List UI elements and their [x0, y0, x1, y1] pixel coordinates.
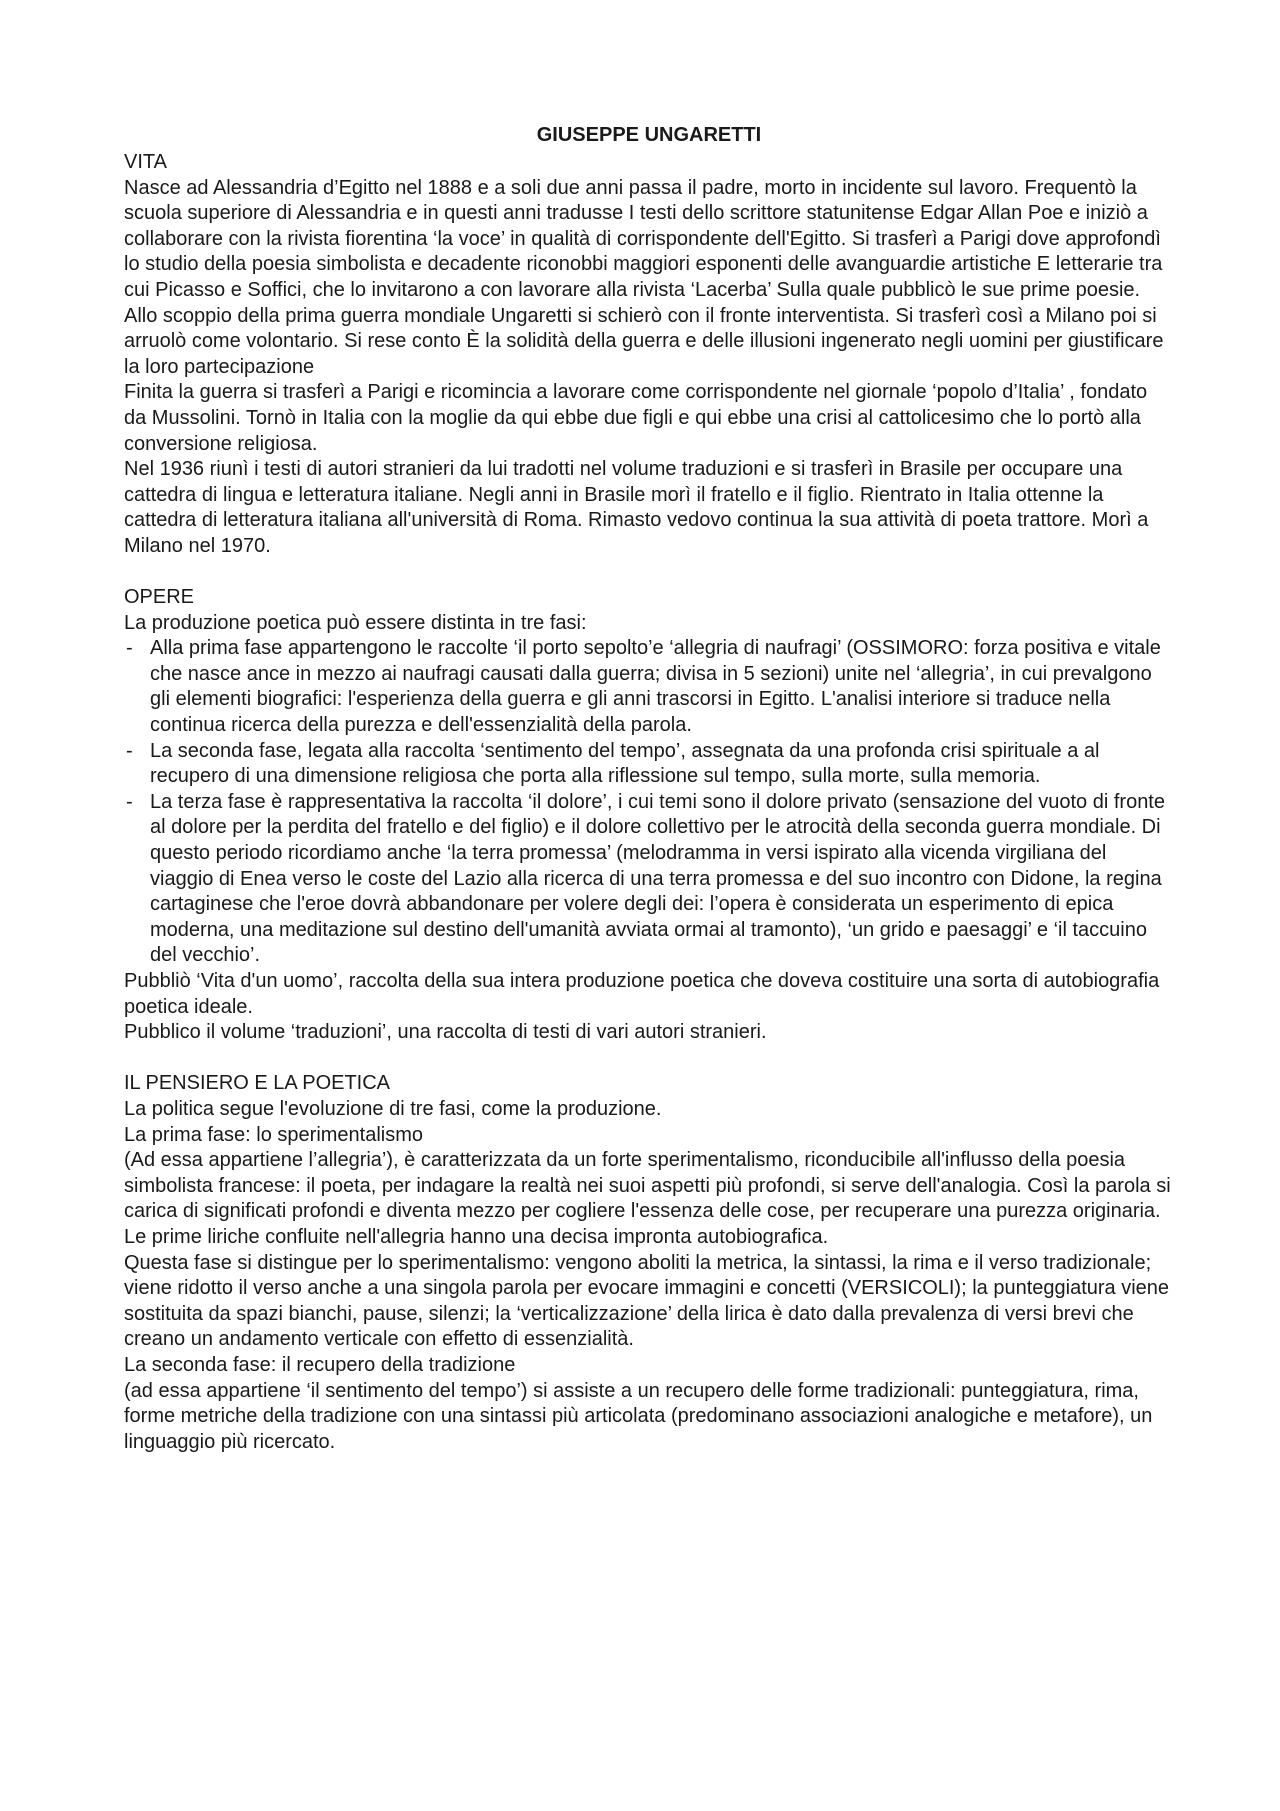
list-item: - Alla prima fase appartengono le raccolte ‘il porto sepolto’e ‘allegria di naufragi’ (OSSIMORO: forza positiva e vitale che nasce ance in mezzo ai naufragi causati dalla guerra; divisa in 5 sezioni) unite nel ‘allegria’, in cui prevalgono gli elementi biografici: l'esperienza della guerra e gli anni trascorsi in Egitto. L'analisi interiore si traduce nella continua ricerca della purezza e dell'essenzialità della parola. — [124, 636, 1174, 738]
section-opere — [124, 585, 1174, 1046]
document-page — [124, 120, 1174, 1455]
section-spacer — [124, 1046, 1174, 1072]
vita-paragraph-3: Finita la guerra si trasferì a Parigi e ricomincia a lavorare come corrispondente nel giornale ‘popolo d’Italia’ , fondato da Mussolini. Tornò in Italia con la moglie da qui ebbe due figli e qui ebbe una crisi al cattolicesimo che lo portò alla conversione religiosa. — [124, 381, 1148, 455]
section-heading-opere: OPERE — [124, 586, 195, 609]
pensiero-line-3: (Ad essa appartiene l’allegria’), è caratterizzata da un forte sperimentalismo, riconducibile all'influsso della poesia simbolista francese: il poeta, per indagare la realtà nei suoi aspetti più profondi, si serve dell'analogia. Così la parola si carica di significati profondi e diventa mezzo per cogliere l'essenza delle cose, per recuperare una purezza originaria. — [124, 1149, 1171, 1223]
opere-closing-1: Pubbliò ‘Vita d'un uomo’, raccolta della sua intera produzione poetica che doveva costituire una sorta di autobiografia poetica ideale. — [124, 970, 1160, 1018]
pensiero-line-1: La politica segue l'evoluzione di tre fasi, come la produzione. — [124, 1097, 662, 1120]
section-heading-vita: VITA — [124, 151, 167, 173]
section-vita — [124, 150, 1174, 560]
opere-closing-2: Pubblico il volume ‘traduzioni’, una raccolta di testi di vari autori stranieri. — [124, 1021, 767, 1044]
phases-list — [124, 636, 1174, 969]
opere-intro: La produzione poetica può essere distinta in tre fasi: — [124, 611, 587, 634]
list-item: - La seconda fase, legata alla raccolta ‘sentimento del tempo’, assegnata da una profonda crisi spirituale a al recupero di una dimensione religiosa che porta alla riflessione sul tempo, sulla morte, sulla memoria. — [124, 739, 1174, 790]
pensiero-line-2: La prima fase: lo sperimentalismo — [124, 1123, 424, 1146]
section-pensiero — [124, 1071, 1174, 1455]
pensiero-line-5: Questa fase si distingue per lo sperimentalismo: vengono aboliti la metrica, la sintassi, la rima e il verso tradizionale; viene ridotto il verso anche a una singola parola per evocare immagini e concetti (VERSICOLI); la punteggiatura viene sostituita da spazi bianchi, pause, silenzi; la ‘verticalizzazione’ della lirica è dato dalla prevalenza di versi brevi che creano un andamento verticale con effetto di essenzialità. — [124, 1251, 1170, 1351]
list-item: - La terza fase è rappresentativa la raccolta ‘il dolore’, i cui temi sono il dolore privato (sensazione del vuoto di fronte al dolore per la perdita del fratello e del figlio) e il dolore collettivo per le atrocità della seconda guerra mondiale. Di questo periodo ricordiamo anche ‘la terra promessa’ (melodramma in versi ispirato alla vicenda virgiliana del viaggio di Enea verso le coste del Lazio alla ricerca di una terra promessa e del suo incontro con Didone, la regina cartaginese che l'eroe dovrà abbandonare per volere degli dei: l’opera è considerata un esperimento di epica moderna, una meditazione sul destino dell'umanità avviata ormai al tramonto), ‘un grido e paesaggi’ e ‘il taccuino del vecchio’. — [124, 790, 1174, 969]
vita-paragraph-1: Nasce ad Alessandria d’Egitto nel 1888 e a soli due anni passa il padre, morto in incidente sul lavoro. Frequentò la scuola superiore di Alessandria e in questi anni tradusse I testi dello scrittore statunitense Edgar Allan Poe e iniziò a collaborare con la rivista fiorentina ‘la voce’ in qualità di corrispondente dell'Egitto. Si trasferì a Parigi dove approfondì lo studio della poesia simbolista e decadente riconobbi maggiori esponenti delle avanguardie artistiche E letterarie tra cui Picasso e Soffici, che lo invitarono a con lavorare alla rivista ‘Lacerba’ Sulla quale pubblicò le sue prime poesie. — [124, 176, 1163, 301]
section-spacer — [124, 560, 1174, 586]
section-heading-pensiero: IL PENSIERO E LA POETICA — [124, 1072, 391, 1095]
pensiero-line-6: La seconda fase: il recupero della tradizione — [124, 1353, 516, 1376]
pensiero-line-4: Le prime liriche confluite nell'allegria hanno una decisa impronta autobiografica. — [124, 1225, 829, 1248]
pensiero-line-7: (ad essa appartiene ‘il sentimento del tempo’) si assiste a un recupero delle forme tradizionali: punteggiatura, rima, forme metriche della tradizione con una sintassi più articolata (predominano associazioni analogiche e metafore), un linguaggio più ricercato. — [124, 1379, 1153, 1453]
vita-paragraph-4: Nel 1936 riunì i testi di autori stranieri da lui tradotti nel volume traduzioni e si trasferì in Brasile per occupare una cattedra di lingua e letteratura italiane. Negli anni in Brasile morì il fratello e il figlio. Rientrato in Italia ottenne la cattedra di letteratura italiana all'università di Roma. Rimasto vedovo continua la sua attività di poeta trattore. Morì a Milano nel 1970. — [124, 458, 1149, 557]
vita-paragraph-2: Allo scoppio della prima guerra mondiale Ungaretti si schierò con il fronte interventista. Si trasferì così a Milano poi si arruolò come volontario. Si rese conto È la solidità della guerra e delle illusioni ingenerato negli uomini per giustificare la loro partecipazione — [124, 304, 1164, 378]
page-title: GIUSEPPE UNGARETTI — [536, 124, 762, 146]
